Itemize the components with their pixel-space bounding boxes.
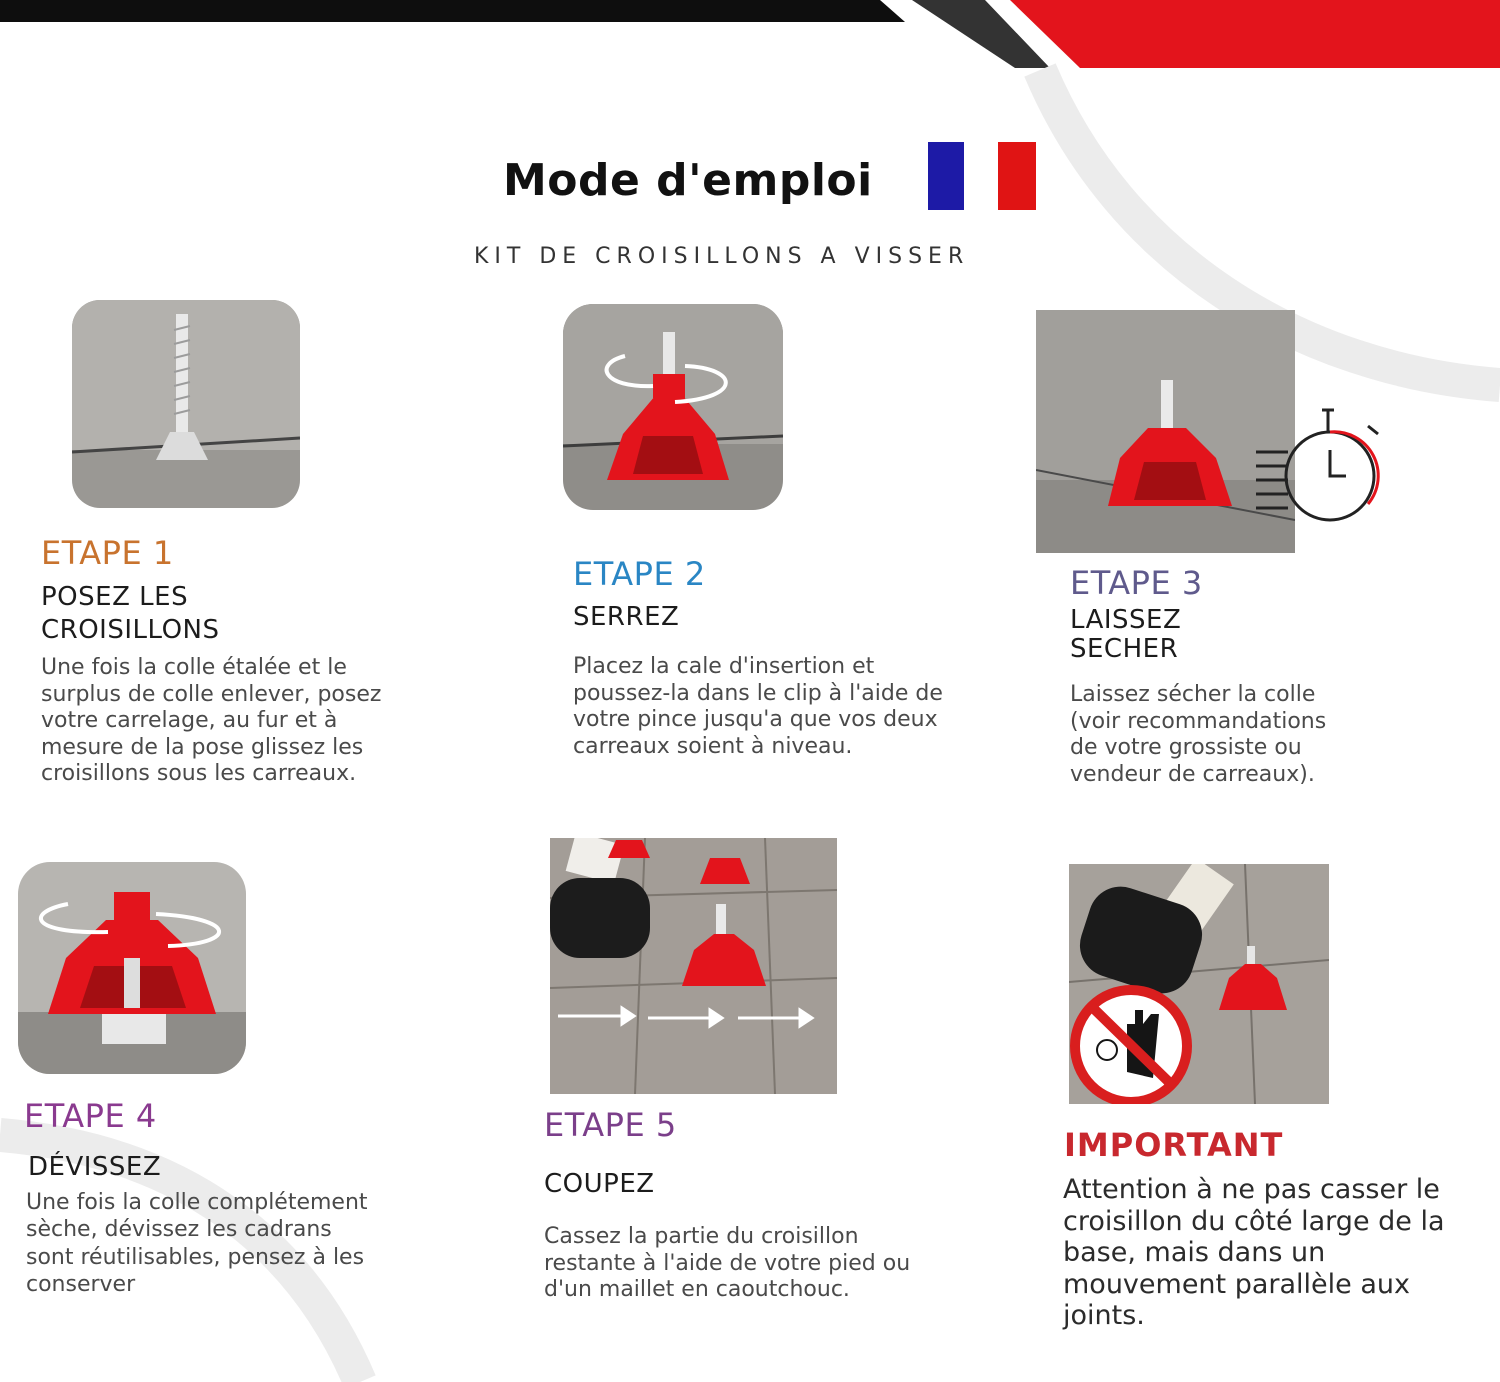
step5-photo (550, 838, 837, 1094)
page-subtitle: KIT DE CROISILLONS A VISSER (474, 244, 970, 269)
step5-label: ETAPE 5 (544, 1106, 677, 1144)
step5-description: Cassez la partie du croisillon restante à l'aide de votre pied ou d'un maillet en caoutchouc. (544, 1224, 911, 1302)
step2-description: Placez la cale d'insertion et poussez-la dans le clip à l'aide de votre pince jusqu'a que vos deux carreaux soient à niveau. (573, 654, 943, 759)
important-photo (1069, 864, 1329, 1104)
step2-label: ETAPE 2 (573, 555, 706, 593)
step1-heading: POSEZ LES CROISILLONS (41, 582, 220, 645)
step4-heading: DÉVISSEZ (28, 1152, 162, 1182)
step1-description: Une fois la colle étalée et le surplus de colle enlever, posez votre carrelage, au fur et à mesure de la pose glissez les croisillons sous les carreaux. (41, 655, 382, 786)
important-description: Attention à ne pas casser le croisillon du côté large de la base, mais dans un mouvement parallèle aux joints. (1063, 1174, 1445, 1331)
stopwatch-icon (1250, 400, 1390, 535)
important-label: IMPORTANT (1064, 1126, 1284, 1164)
step4-description: Une fois la colle complétement sèche, dévissez les cadrans sont réutilisables, pensez à les conserver (26, 1190, 368, 1297)
france-flag-red-band (998, 142, 1036, 210)
step1-label: ETAPE 1 (41, 534, 174, 572)
page-title: Mode d'emploi (503, 155, 873, 206)
step3-description: Laissez sécher la colle (voir recommandations de votre grossiste ou vendeur de carreaux). (1070, 682, 1327, 787)
step4-label: ETAPE 4 (24, 1097, 157, 1135)
step1-photo (72, 300, 300, 508)
step5-heading: COUPEZ (544, 1169, 655, 1199)
france-flag-icon (928, 142, 964, 210)
step3-label: ETAPE 3 (1070, 564, 1203, 602)
step3-heading: LAISSEZ SECHER (1070, 605, 1182, 664)
step2-heading: SERREZ (573, 602, 680, 632)
no-hand-warning-icon (1075, 990, 1187, 1102)
step4-photo (18, 862, 246, 1074)
step2-photo (563, 304, 783, 510)
